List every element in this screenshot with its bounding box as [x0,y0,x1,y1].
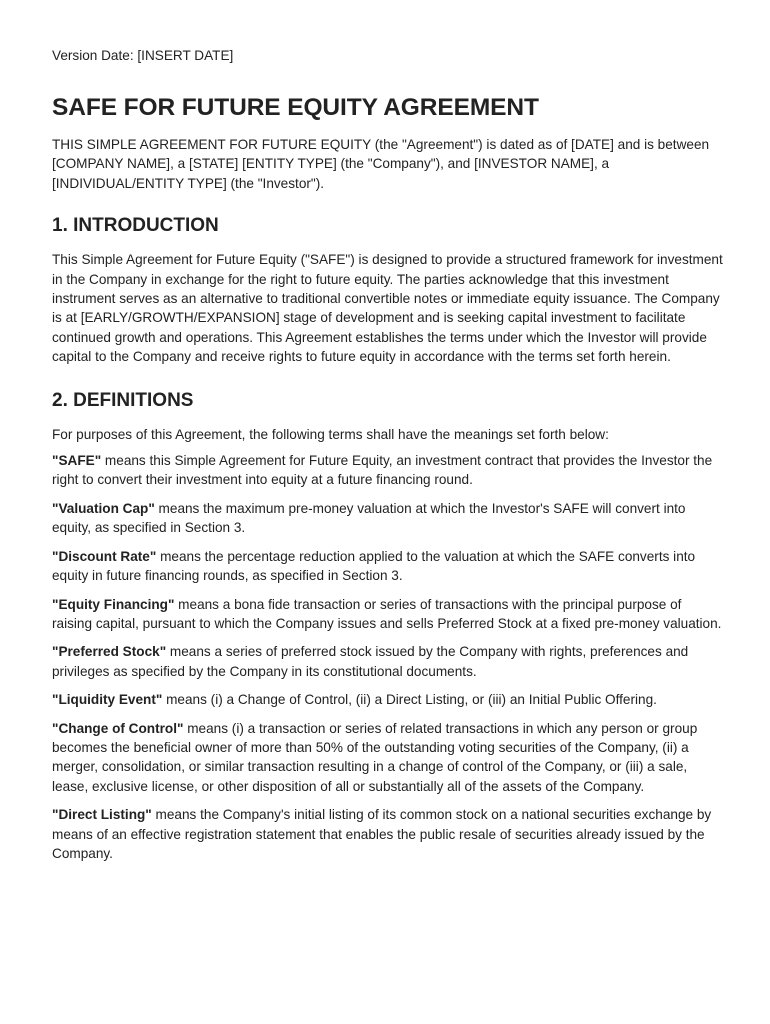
definition-item [52,719,724,797]
intro-paragraph: THIS SIMPLE AGREEMENT FOR FUTURE EQUITY (the "Agreement") is dated as of [DATE] and is between [COMPANY NAME], a [STATE] [ENTITY TYPE] (the "Company"), and [INVESTOR NAME], a [INDIVIDUAL/ENTITY TYPE] (the "Investor"). [52,137,710,191]
definition-item [52,690,724,709]
definition-text: means (i) a Change of Control, (ii) a Direct Listing, or (iii) an Initial Public Offering. [162,692,657,708]
definition-text: means (i) a transaction or series of related transactions in which any person or group becomes the beneficial owner of more than 50% of the outstanding voting securities of the Company, (ii) a merger, consolidation, or similar transaction resulting in a change of control of the Company, or (iii) a sale, lease, exclusive license, or other disposition of all or substantially all of the assets of the Company. [52,720,698,794]
definition-text: means the Company's initial listing of its common stock on a national securities exchange by means of an effective registration statement that enables the public resale of securities already issued by the Company. [52,807,712,861]
definition-term: "Change of Control" [52,720,184,736]
section-introduction [52,214,724,366]
definition-term: "Discount Rate" [52,548,157,564]
document-page [52,46,724,872]
definition-term: "Equity Financing" [52,596,175,612]
definition-item [52,547,724,586]
introduction-paragraph: This Simple Agreement for Future Equity ("SAFE") is designed to provide a structured framework for investment in the Company in exchange for the right to future equity. The parties acknowledge that this investment instrument serves as an alternative to traditional convertible notes or immediate equity issuance. The Company is at [EARLY/GROWTH/EXPANSION] stage of development and is seeking capital investment to facilitate continued growth and operations. This Agreement establishes the terms under which the Investor will provide capital to the Company and receive rights to future equity in accordance with the terms set forth herein. [52,252,723,365]
page-title: SAFE FOR FUTURE EQUITY AGREEMENT [52,94,539,121]
definition-term: "Liquidity Event" [52,692,163,708]
definitions-lead: For purposes of this Agreement, the following terms shall have the meanings set forth below: [52,426,609,442]
definition-item [52,451,724,490]
definition-item [52,642,724,681]
definition-text: means the maximum pre-money valuation at which the Investor's SAFE will convert into equity, as specified in Section 3. [52,500,686,536]
definition-text: means the percentage reduction applied to the valuation at which the SAFE converts into equity in future financing rounds, as specified in Section 3. [52,548,696,584]
definition-item [52,805,724,863]
definition-term: "Preferred Stock" [52,644,167,660]
version-date: Version Date: [INSERT DATE] [52,48,234,63]
definition-item [52,499,724,538]
definition-term: "Direct Listing" [52,807,152,823]
definition-text: means this Simple Agreement for Future Equity, an investment contract that provides the Investor the right to convert their investment into equity at a future financing round. [52,453,713,488]
definition-text: means a series of preferred stock issued by the Company with rights, preferences and privileges as specified by the Company in its constitutional documents. [52,644,689,679]
section-definitions [52,389,724,864]
definition-term: "Valuation Cap" [52,500,155,516]
definition-text: means a bona fide transaction or series of transactions with the principal purpose of raising capital, pursuant to which the Company issues and sells Preferred Stock at a fixed pre-money valuation. [52,596,722,631]
section-heading-definitions: 2. DEFINITIONS [52,389,194,411]
definition-item [52,595,724,634]
definition-term: "SAFE" [52,453,102,469]
section-heading-introduction: 1. INTRODUCTION [52,215,219,237]
